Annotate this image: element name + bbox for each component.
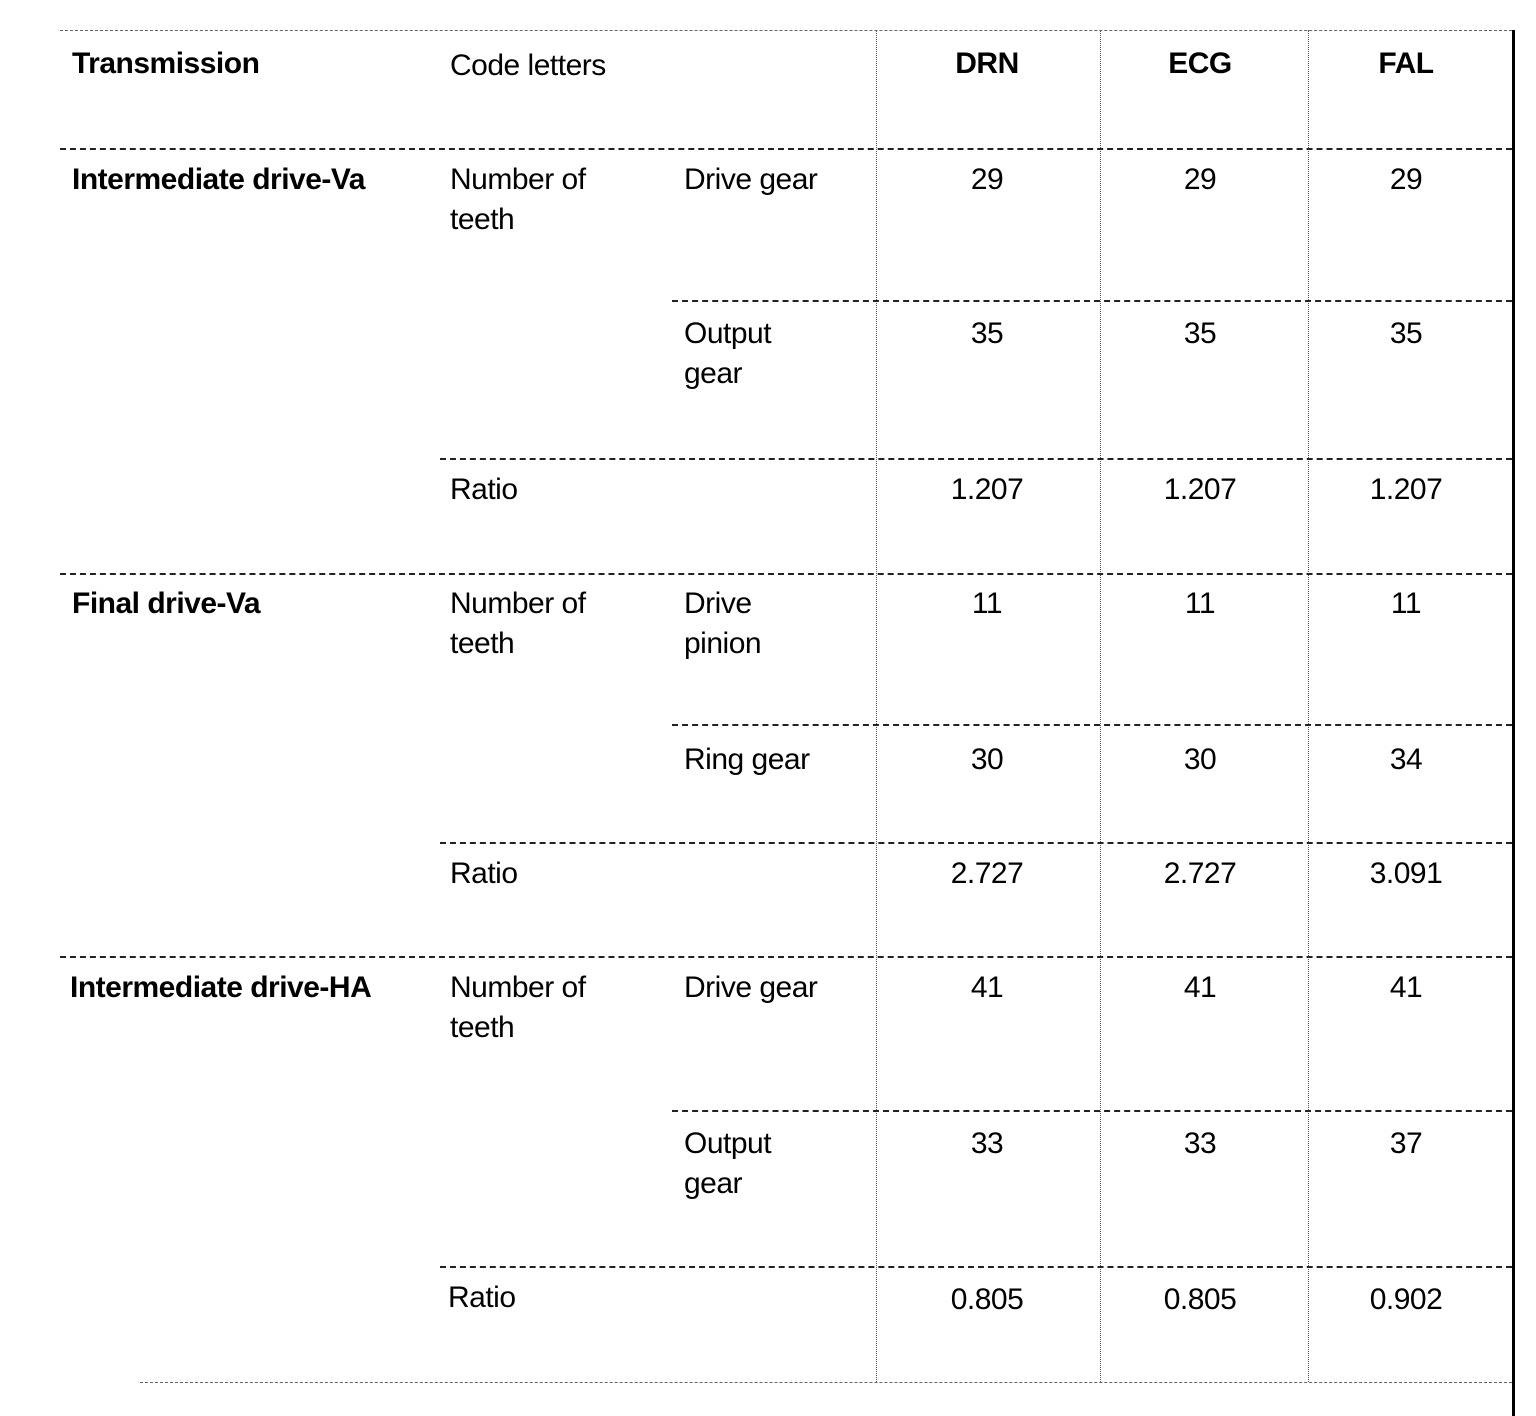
row-divider	[440, 842, 1512, 844]
row-divider	[60, 148, 1512, 150]
gear-value: 29	[970, 163, 1004, 196]
gear-value: 33	[1183, 1127, 1217, 1160]
gear-value: 11	[1184, 587, 1216, 620]
gear-value: 41	[1183, 971, 1217, 1004]
teeth-label: Number of teeth	[450, 971, 586, 1044]
gear-value: 11	[971, 587, 1003, 620]
gear-value: 35	[970, 317, 1004, 350]
gear-value: 29	[1183, 163, 1217, 196]
row-divider	[440, 1266, 1512, 1268]
gear-value: 29	[1389, 163, 1423, 196]
ratio-value: 0.805	[950, 1283, 1024, 1316]
header-code-fal: FAL	[1378, 47, 1434, 80]
ratio-value: 1.207	[1163, 473, 1237, 506]
ratio-value: 0.902	[1369, 1283, 1443, 1316]
ratio-value: 2.727	[1163, 857, 1237, 890]
section-name: Intermediate drive-Va	[72, 163, 365, 196]
ratio-value: 1.207	[1369, 473, 1443, 506]
gear-value: 35	[1183, 317, 1217, 350]
header-code-letters: Code letters	[450, 49, 606, 82]
section-name: Intermediate drive-HA	[70, 971, 372, 1004]
header-code-drn: DRN	[955, 47, 1019, 80]
gear-label: Drive gear	[684, 163, 818, 196]
ratio-label: Ratio	[448, 1281, 516, 1314]
gear-value: 35	[1389, 317, 1423, 350]
gear-value: 33	[970, 1127, 1004, 1160]
ratio-value: 0.805	[1163, 1283, 1237, 1316]
row-divider	[672, 1110, 1512, 1112]
gear-value: 11	[1390, 587, 1422, 620]
gear-value: 41	[1389, 971, 1423, 1004]
row-divider	[60, 573, 1512, 575]
gear-value: 37	[1389, 1127, 1423, 1160]
column-divider	[876, 30, 877, 1382]
row-divider	[672, 300, 1512, 302]
teeth-label: Number of teeth	[450, 587, 586, 660]
ratio-value: 3.091	[1369, 857, 1443, 890]
row-divider	[140, 1382, 1512, 1383]
row-divider	[440, 458, 1512, 460]
gear-value: 30	[970, 743, 1004, 776]
column-divider	[1100, 30, 1101, 1382]
gear-label: Drive pinion	[684, 587, 762, 660]
row-divider	[60, 956, 1512, 958]
row-divider	[60, 30, 1512, 31]
gear-label: Drive gear	[684, 971, 818, 1004]
header-code-ecg: ECG	[1168, 47, 1232, 80]
gear-value: 34	[1389, 743, 1423, 776]
section-name: Final drive-Va	[72, 587, 261, 620]
gear-value: 30	[1183, 743, 1217, 776]
header-transmission: Transmission	[72, 47, 260, 80]
gear-label: Output gear	[684, 317, 772, 390]
ratio-label: Ratio	[450, 473, 518, 506]
ratio-value: 2.727	[950, 857, 1024, 890]
gear-label: Output gear	[684, 1127, 772, 1200]
gear-value: 41	[970, 971, 1004, 1004]
table-right-border	[1512, 30, 1515, 1416]
teeth-label: Number of teeth	[450, 163, 586, 236]
ratio-value: 1.207	[950, 473, 1024, 506]
gear-label: Ring gear	[684, 743, 810, 776]
column-divider	[1308, 30, 1309, 1382]
row-divider	[672, 724, 1512, 726]
ratio-label: Ratio	[450, 857, 518, 890]
